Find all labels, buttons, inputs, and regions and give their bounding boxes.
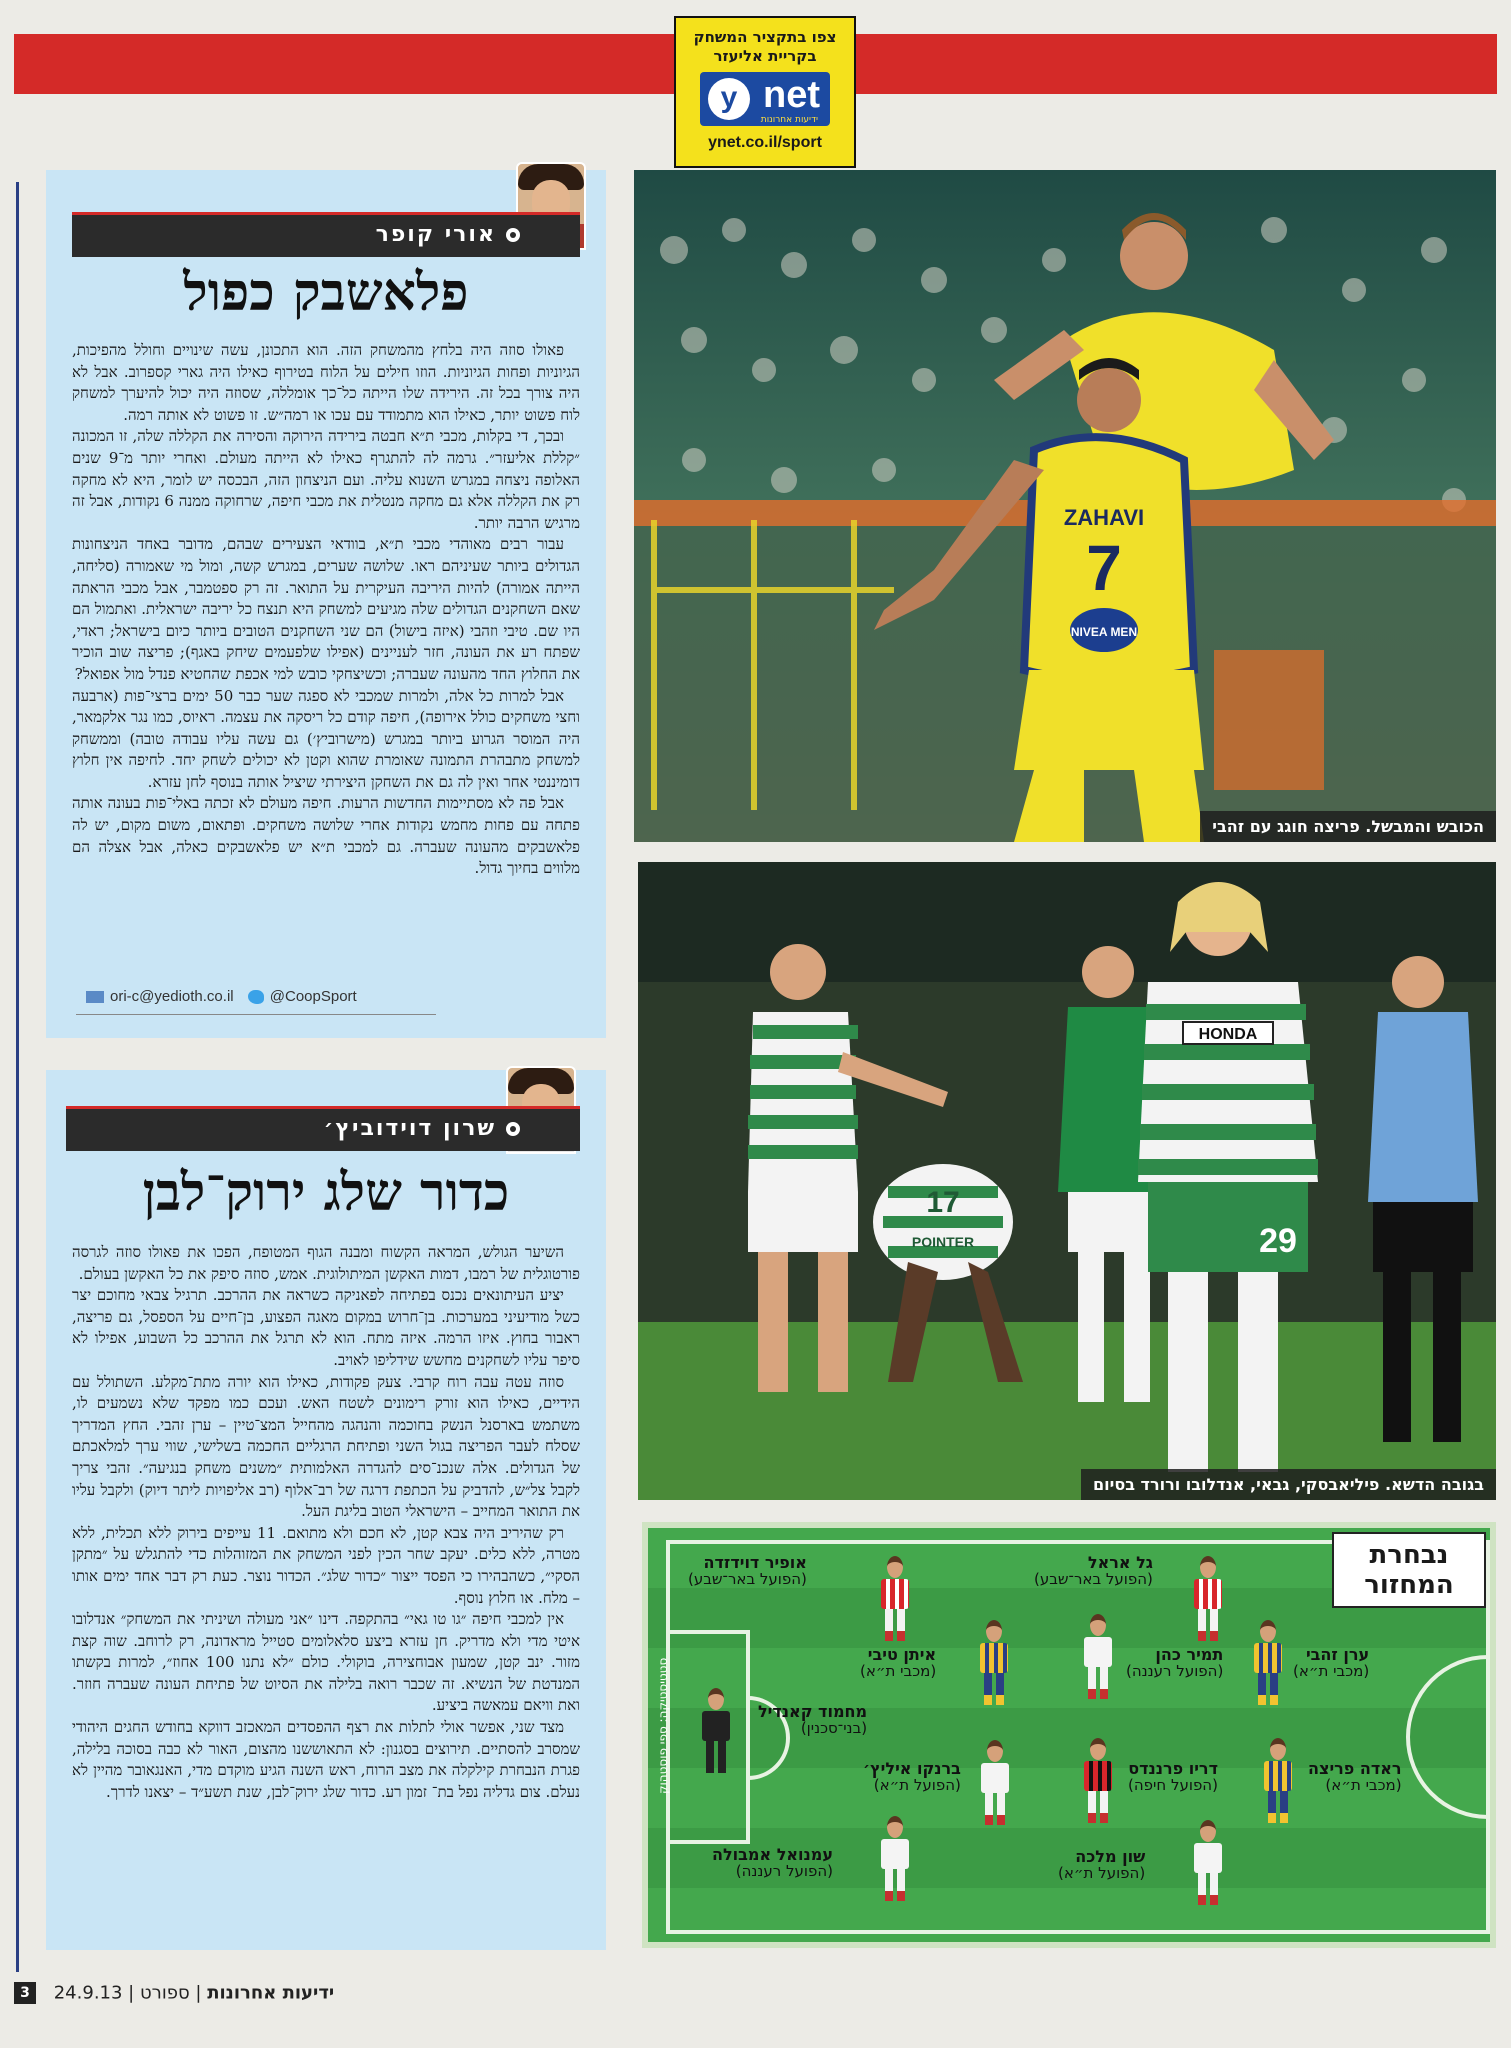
player-label <box>688 1554 807 1588</box>
byline-bullet-icon <box>506 228 520 242</box>
player-label <box>712 1846 833 1880</box>
page-footer: 3 ידיעות אחרונות | ספורט | 24.9.13 <box>14 1982 334 2004</box>
player-name: מחמוד קאנדיל <box>758 1702 868 1721</box>
article-paragraph: אבל פה לא מסתיימות החדשות הרעות. חיפה מעולם לא זכתה באלי־פות בעונה אותה פתחה עם פחות מחמש נקודות אחרי שלושה משחקים. ופתאום, משום מקום, יש לה פלאשבקים מהעונה שעברה. גם למכבי ת״א יש פלאשבקים כאלה, אבל אצלה הם מלווים בחיוך גדול. <box>72 794 580 878</box>
footer-section: ספורט <box>139 1982 190 2004</box>
player-label <box>863 1760 961 1794</box>
back-sponsor-text: POINTER <box>911 1234 975 1250</box>
article-body <box>72 340 580 880</box>
player-team: (מכבי ת״א) <box>1325 1776 1402 1794</box>
article-headline: פלאשבק כפול <box>183 262 469 323</box>
player-name: ראדה פריצה <box>1308 1759 1402 1778</box>
player-figure <box>974 1620 1014 1705</box>
ynet-logo-net: net <box>763 74 820 116</box>
shorts-number-text: 29 <box>1259 1222 1297 1260</box>
player-label <box>860 1646 936 1680</box>
player-name: איתן טיבי <box>867 1645 937 1664</box>
mail-icon <box>86 991 104 1003</box>
promo-url[interactable]: ynet.co.il/sport <box>708 134 822 151</box>
article-headline: כדור שלג ירוק־לבן <box>142 1162 510 1223</box>
player-label <box>1293 1646 1369 1680</box>
player-label <box>1308 1760 1402 1794</box>
player-name: ברנקו איליץ׳ <box>863 1759 961 1778</box>
article-paragraph: אבל למרות כל אלה, ולמרות שמכבי לא ספגה שער כבר 50 ימים ברצי־פות (ארבעה וחצי משחקים כולל אירופה), חיפה קודם כל ריסקה את עצמה. ראיוס, כמו נגר אלקמאר, היה המוסר הגרוע ביותר במגרש (מישרוביץ׳) גם עשה עליו עבודה טובה) וממשחק למשחק מתבהרת התמונה שאומרת שהוא וקטן לא יכולים לשחק יחד. לחיפה אין חלוץ דומיננטי אחר ואין לה גם את השחקן היצירתי שיציל אותה בנוסף לחן עזרא. <box>72 686 580 791</box>
player-name: אופיר דוידזדה <box>703 1553 807 1572</box>
player-name: עמנואל אמבולה <box>712 1845 834 1864</box>
player-figure <box>1188 1820 1228 1905</box>
byline-bullet-icon <box>506 1122 520 1136</box>
article-paragraph: אין למכבי חיפה ״גו טו גאי״ בהתקפה. דינו ״אני מעולה ושיניתי את המשחק״ אנדלובו איטי מדי ולא מדריק. חן עזרא ביצע סלאלומים סטייל מראדונה, רק לרוחב. שוה קצת מזור. ינב קטן, שמעון אבוחצירה, בוקולי. כולם ״לא נתנו 100 אחוז״, למרות בקשתו המנדטת של הנשיא. זה שכבר רואה בלילה את הסיוט של פתיחת העונה שעברה חוזר. ואת וויאם עמאשה ביציע. <box>72 1610 580 1715</box>
player-figure <box>875 1816 915 1901</box>
player-team: (הפועל באר־שבע) <box>1034 1570 1153 1588</box>
player-team: (מכבי ת״א) <box>860 1662 937 1680</box>
sponsor-text: NIVEA MEN <box>1070 625 1138 639</box>
player-name: גל אראל <box>1087 1553 1153 1572</box>
author-name: שרון דוידוביץ׳ <box>323 1116 496 1141</box>
jersey-number-text: 7 <box>1086 532 1122 604</box>
player-name: תמיר כהן <box>1155 1645 1224 1664</box>
player-figure <box>1078 1614 1118 1699</box>
author-twitter[interactable]: @CoopSport <box>269 988 357 1005</box>
player-figure <box>1078 1738 1118 1823</box>
player-team: (הפועל רעננה) <box>735 1862 834 1880</box>
player-team: (מכבי ת״א) <box>1293 1662 1370 1680</box>
player-label <box>1128 1760 1218 1794</box>
author-byline <box>66 1106 580 1151</box>
article-paragraph: יציע העיתונאים נכנס בפתיחה לפאניקה כשראה את ההרכב. תרגיל צבאי מחוכם יצר כשל מודיעיני במערכות. בן־חרוש במקום מאגה הפצוע, בן־חיים על הספסל, גם פריצה, ראבור בחוץ. איזו הרמה. איזה מתח. הוא לא תרגל את ההרכב כל השבוע, אפילו לא סיפר עליו לשחקנים מחשש שידליפו לאויב. <box>72 1286 580 1369</box>
footer-paper: ידיעות אחרונות <box>207 1982 335 2004</box>
player-team: (הפועל באר־שבע) <box>688 1570 807 1588</box>
player-name: דריו פרננדס <box>1128 1759 1218 1778</box>
player-team: (בני־סכנין) <box>800 1719 868 1737</box>
article-paragraph: עבור רבים מאוהדי מכבי ת״א, בוודאי הצעירים שבהם, מדובר באחד הניצחונות הגדולים ביותר שעיניהם ראו. שלושה שערים, במגרש קשה, ומול מי שאמורה (סליחה, הייתה אמורה) להיות היריבה העיקרית על התואר. זה רק ספטמבר, אבל מכבי הראתה שאם השחקנים הגדולים שלה מגיעים למשחק היא תנצח כל יריבה ישראלית. ואתמול הם היו שם. טיבי וזהבי (איזה בישול) הם שני השחקנים הטובים ביותר כיום בישראל; ראדי, שפתח רע את העונה, חזר לעניינים (אפילו שלפעמים שיחק באגף); פריצה שוב הוכיר את החלוץ החד מהעונה שעברה; וכשיצחקי כובש למי אכפת שהחטיא פנדל מול אפואל? <box>72 535 580 683</box>
article-paragraph: מצד שני, אפשר אולי לתלות את רצף ההפסדים המאכזב דווקא בחודש החגים היהודי שמסרב להסתיים. תירוצים בסגנון: לא התאוששנו מהצום, האור לא כבה בסוכה בלילה, פגרת הנבחרת קילקלה את מצב הרוח, ראש השנה הגיע מוקדם מדי, האנגאובר מהיין לא נעלם. צום גדליה נפל בת־ זמון רע. כדור שלג ירוק־לבן, שנת תשע״ד – יצאנו לדרך. <box>72 1718 580 1801</box>
player-figure <box>1258 1738 1298 1823</box>
article-paragraph: ובכך, די בקלות, מכבי ת״א חבטה בירידה הירוקה והסירה את הקללה שלה, זו המכונה ״קללת אליעזר״. גרמה לה להתגרף כאילו לא הייתה מעולם. ואחרי יותר מ־9 שנים האלופה ניצחה במגרש השנוא עליה. ועם הניצחון הזה, הבכסה יש לומר, היא לא מחקה רק את הקללה אלא גם מחקה מנטלית את מכבי חיפה, שרחוקה ממנה 6 נקודות, אבל זה מרגיש הרבה יותר. <box>72 427 581 532</box>
photo-handshake <box>638 862 1496 1500</box>
author-name: אורי קופר <box>375 222 496 247</box>
player-label <box>1058 1848 1145 1882</box>
celebration-illustration <box>634 170 1496 842</box>
jersey-name-text: ZAHAVI <box>1063 505 1145 530</box>
player-figure <box>1248 1620 1288 1705</box>
player-team: (הפועל רעננה) <box>1126 1662 1224 1680</box>
author-email[interactable]: ori-c@yedioth.co.il <box>110 988 234 1005</box>
article-paragraph: סוזה עטה עבה רוח קרבי. צעק פקודות, כאילו הוא יורה מתת־מקלע. השתולל עם הידיים, כאילו הוא זורק רימונים לשטח האש. ועכם כמו מפקד שלא נשמעים לו, משתמש בארסנל הנשק בחוכמה והנהגה מהחייל המצ־טיין – ערן זהבי. החץ המדריך שסלח לעבר הפריצה בגול השני ופתיחת הרגליים החכמה בשלישי, שווי ערך למלאכתם של הגדולים. אלה שנכנ־סים להגדרה האלמותית ״משנים משחק בנגיעה״. זהבי צריך לקבל צל״ש, להדביק על הכתפת דרגה של רב־אלוף (רב אליפויות ליתר דיוק) ולקבל עליו את התואר המחייב – הישראלי הטוב בליגת העל. <box>72 1372 580 1521</box>
photo-caption: הכובש והמבשל. פריצה חוגג עם זהבי <box>1200 811 1496 842</box>
player-figure <box>975 1740 1015 1825</box>
author-byline <box>72 212 580 257</box>
ynet-logo-y: y <box>708 78 750 120</box>
ynet-promo-box[interactable] <box>674 16 856 168</box>
stat-credit: סטטיסטיקה: ספי פוסטהוק <box>656 1658 670 1795</box>
photo-celebration <box>634 170 1496 842</box>
player-team: (הפועל ת״א) <box>1058 1864 1146 1882</box>
player-figure <box>1188 1556 1228 1641</box>
player-figure <box>875 1556 915 1641</box>
author-contact <box>76 988 357 1005</box>
column-article-2 <box>46 1070 606 1950</box>
player-team: (הפועל חיפה) <box>1128 1776 1218 1794</box>
article-body <box>72 1242 580 1803</box>
photo-caption: בגובה הדשא. פיליאבסקי, גבאי, אנדלובו ורורד בסיום <box>1081 1469 1496 1500</box>
article-paragraph: פאולו סוזה היה בלחץ מהמשחק הזה. הוא התכונן, עשה שינויים וחולל מהפיכות, הגיוניות ופחות הגיוניות. הוזו חילים על הלוח בטירוף כאילו היה גארי קספרוב. אבל לא היה צורך בכל זה. הירידה שלו הייתה כל־כך אומללה, שסוזה היה יכול להיערך למשחק לוח פשוט יותר, כאילו הוא מתמודד עם עכו או רמה״ש. זו פשוט לא אותה רמה. <box>72 341 580 424</box>
handshake-illustration <box>638 862 1496 1500</box>
article-paragraph: השיער הגולש, המראה הקשוח ומבנה הגוף המטופח, הפכו את פאולו סוזה לגרסה פורטוגלית של רמבו, דמות האקשן המיתולוגית. אמש, סוזה סיפק את כל האקשן בעולם. <box>72 1243 580 1283</box>
ynet-logo-subtitle: ידיעות אחרונות <box>760 115 818 125</box>
article-paragraph: רק שהיריב היה צבא קטן, לא חכם ולא מתואם. 11 עייפים בירוק ללא תכלית, ללא מטרה, ללא כלים. יעקב שחר הכין לפני המשחק את המזוהלות כדי להתגלש על ״מתקן הסקי״, כשהבהירו כי הפסד ייצור ״כדור שלג״. הכדור נוצר. כעת רק דבר אחד ימים אותו – מלח. או חלוץ נוסף. <box>72 1523 580 1607</box>
team-of-the-round <box>642 1522 1496 1948</box>
footer-date: 24.9.13 <box>53 1982 123 2004</box>
lineup-title: נבחרת המחזור <box>1332 1532 1486 1608</box>
player-label <box>1126 1646 1223 1680</box>
ynet-logo <box>700 72 830 126</box>
player-name: שון מלכה <box>1075 1847 1146 1866</box>
player-team: (הפועל ת״א) <box>873 1776 961 1794</box>
promo-text: צפו בתקציר המשחק בקריית אליעזר <box>693 28 837 65</box>
back-number-text: 17 <box>926 1186 960 1219</box>
twitter-icon <box>248 990 264 1004</box>
player-label <box>758 1703 867 1737</box>
player-label <box>1034 1554 1153 1588</box>
page-number: 3 <box>14 1982 36 2004</box>
column-article-1 <box>46 170 606 1038</box>
left-margin-rule <box>16 182 19 1972</box>
shirt-sponsor-text: HONDA <box>1198 1026 1258 1043</box>
contact-rule <box>76 1014 436 1015</box>
player-name: ערן זהבי <box>1305 1645 1370 1664</box>
player-figure <box>696 1688 736 1773</box>
